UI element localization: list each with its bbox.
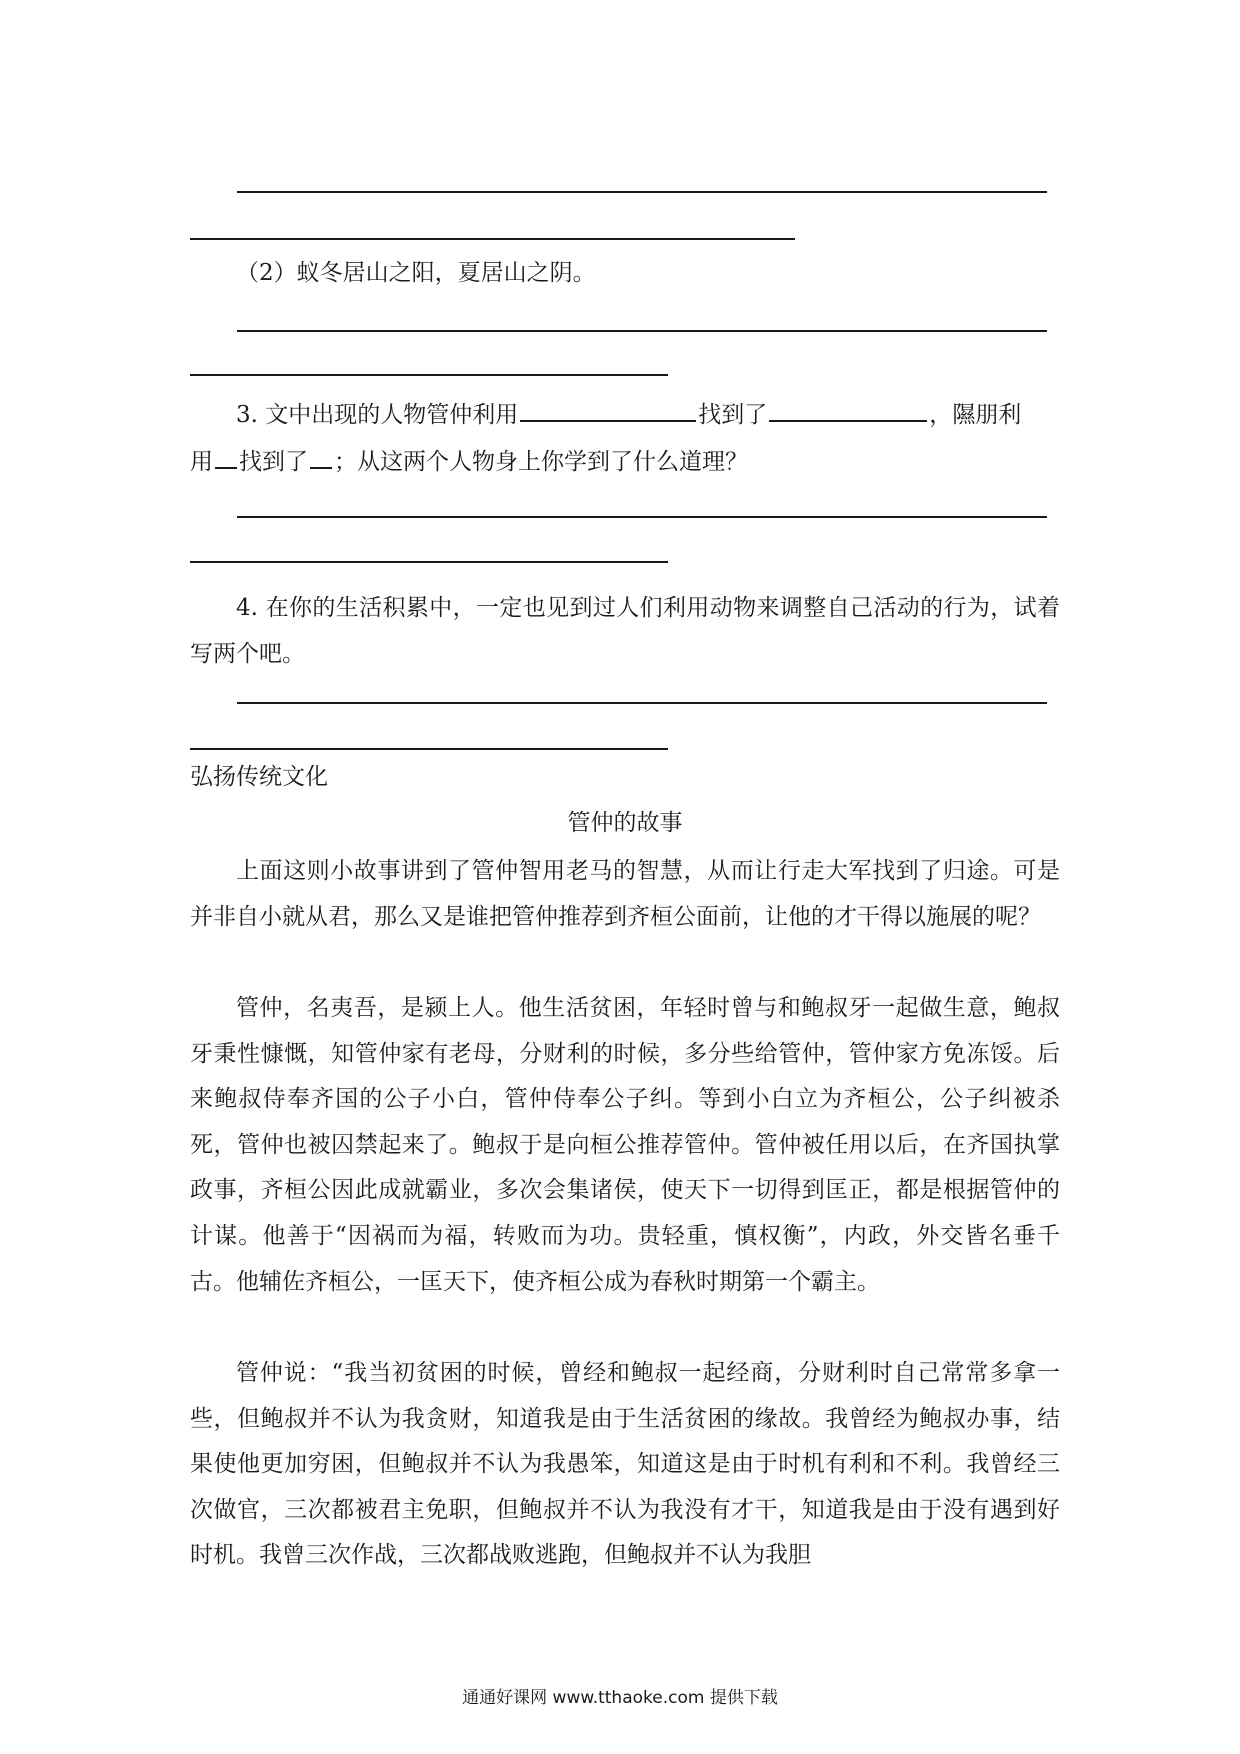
question-3-text: 用 (190, 449, 213, 475)
question-3-text: ，隰朋利 (929, 402, 1022, 428)
sub-question-2: （2）蚁冬居山之阳，夏居山之阴。 (236, 260, 596, 286)
answer-line (237, 191, 1047, 193)
question-3-line-2 (190, 443, 748, 477)
answer-line (190, 561, 668, 563)
story-paragraph-3: 管仲说：“我当初贫困的时候，曾经和鲍叔一起经商，分财利时自己常常多拿一些，但鲍叔并不认为我贪财，知道我是由于生活贫困的缘故。我曾经为鲍叔办事，结果使他更加穷困，但鲍叔并不认为我愚笨，知道这是由于时机有利和不利。我曾经三次做官，三次都被君主免职，但鲍叔并不认为我没有才干，知道我是由于没有遇到好时机。我曾三次作战，三次都战败逃跑，但鲍叔并不认为我胆 (190, 1360, 1060, 1569)
answer-line (190, 374, 668, 376)
question-3-line-1 (236, 396, 1021, 430)
fill-blank[interactable] (769, 396, 927, 422)
story-paragraph-2: 管仲，名夷吾，是颍上人。他生活贫困，年轻时曾与和鲍叔牙一起做生意，鲍叔牙秉性慷慨，知管仲家有老母，分财利的时候，多分些给管仲，管仲家方免冻馁。后来鲍叔侍奉齐国的公子小白，管仲侍奉公子纠。等到小白立为齐桓公，公子纠被杀死，管仲也被囚禁起来了。鲍叔于是向桓公推荐管仲。管仲被任用以后，在齐国执掌政事，齐桓公因此成就霸业，多次会集诸侯，使天下一切得到匡正，都是根据管仲的计谋。他善于“因祸而为福，转败而为功。贵轻重，慎权衡”，内政，外交皆名垂千古。他辅佐齐桓公，一匡天下，使齐桓公成为春秋时期第一个霸主。 (190, 995, 1060, 1295)
fill-blank[interactable] (520, 396, 696, 422)
question-3-text: 3. 文中出现的人物管仲利用 (236, 402, 519, 428)
answer-line (237, 516, 1047, 518)
answer-line (237, 702, 1047, 704)
fill-blank[interactable] (215, 443, 237, 469)
question-4: 4. 在你的生活积累中，一定也见到过人们利用动物来调整自己活动的行为，试着写两个吧。 (190, 595, 1060, 667)
question-3-text: 找到了 (239, 449, 308, 475)
story-title: 管仲的故事 (567, 810, 683, 836)
section-heading: 弘扬传统文化 (190, 764, 328, 790)
fill-blank[interactable] (310, 443, 332, 469)
answer-line (190, 748, 668, 750)
answer-line (190, 238, 795, 240)
question-3-text: ；从这两个人物身上你学到了什么道理？ (334, 449, 748, 475)
answer-line (237, 330, 1047, 332)
page-footer: 通通好课网 www.tthaoke.com 提供下载 (462, 1688, 778, 1708)
story-paragraph-1: 上面这则小故事讲到了管仲智用老马的智慧，从而让行走大军找到了归途。可是并非自小就从君，那么又是谁把管仲推荐到齐桓公面前，让他的才干得以施展的呢？ (190, 858, 1060, 930)
question-3-text: 找到了 (698, 402, 768, 428)
